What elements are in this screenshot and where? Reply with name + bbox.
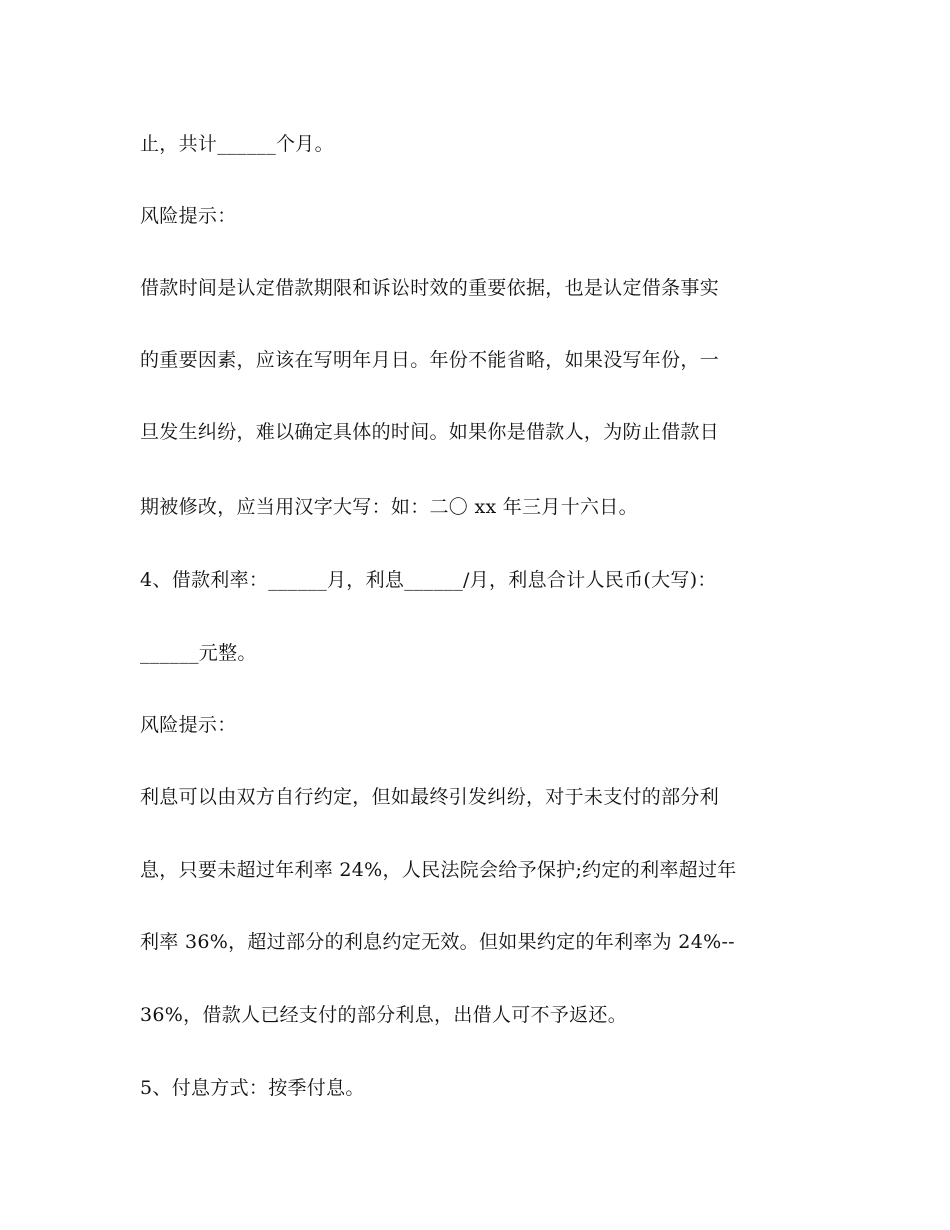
text-line: 的重要因素，应该在写明年月日。年份不能省略，如果没写年份，一 <box>140 349 720 371</box>
text-line: ______元整。 <box>140 642 257 664</box>
text-line: 借款时间是认定借款期限和诉讼时效的重要依据，也是认定借条事实 <box>140 277 720 299</box>
text-line: 利息可以由双方自行约定，但如最终引发纠纷，对于未支付的部分利 <box>140 786 720 808</box>
text-line: 期被修改，应当用汉字大写：如：二〇 xx 年三月十六日。 <box>140 496 638 518</box>
clause-interest-payment-method: 5、付息方式：按季付息。 <box>140 1077 365 1099</box>
text-line: 止，共计______个月。 <box>140 133 334 155</box>
text-line: 利率 36%，超过部分的利息约定无效。但如果约定的年利率为 24%-- <box>140 931 735 953</box>
text-line: 息，只要未超过年利率 24%，人民法院会给予保护;约定的利率超过年 <box>140 859 737 881</box>
section-heading-risk-notice: 风险提示： <box>140 205 237 227</box>
section-heading-risk-notice: 风险提示： <box>140 714 237 736</box>
text-line: 36%，借款人已经支付的部分利息，出借人可不予返还。 <box>140 1004 628 1026</box>
clause-loan-interest-rate: 4、借款利率：______月，利息______/月，利息合计人民币(大写)： <box>140 569 717 591</box>
text-line: 旦发生纠纷，难以确定具体的时间。如果你是借款人，为防止借款日 <box>140 421 720 443</box>
